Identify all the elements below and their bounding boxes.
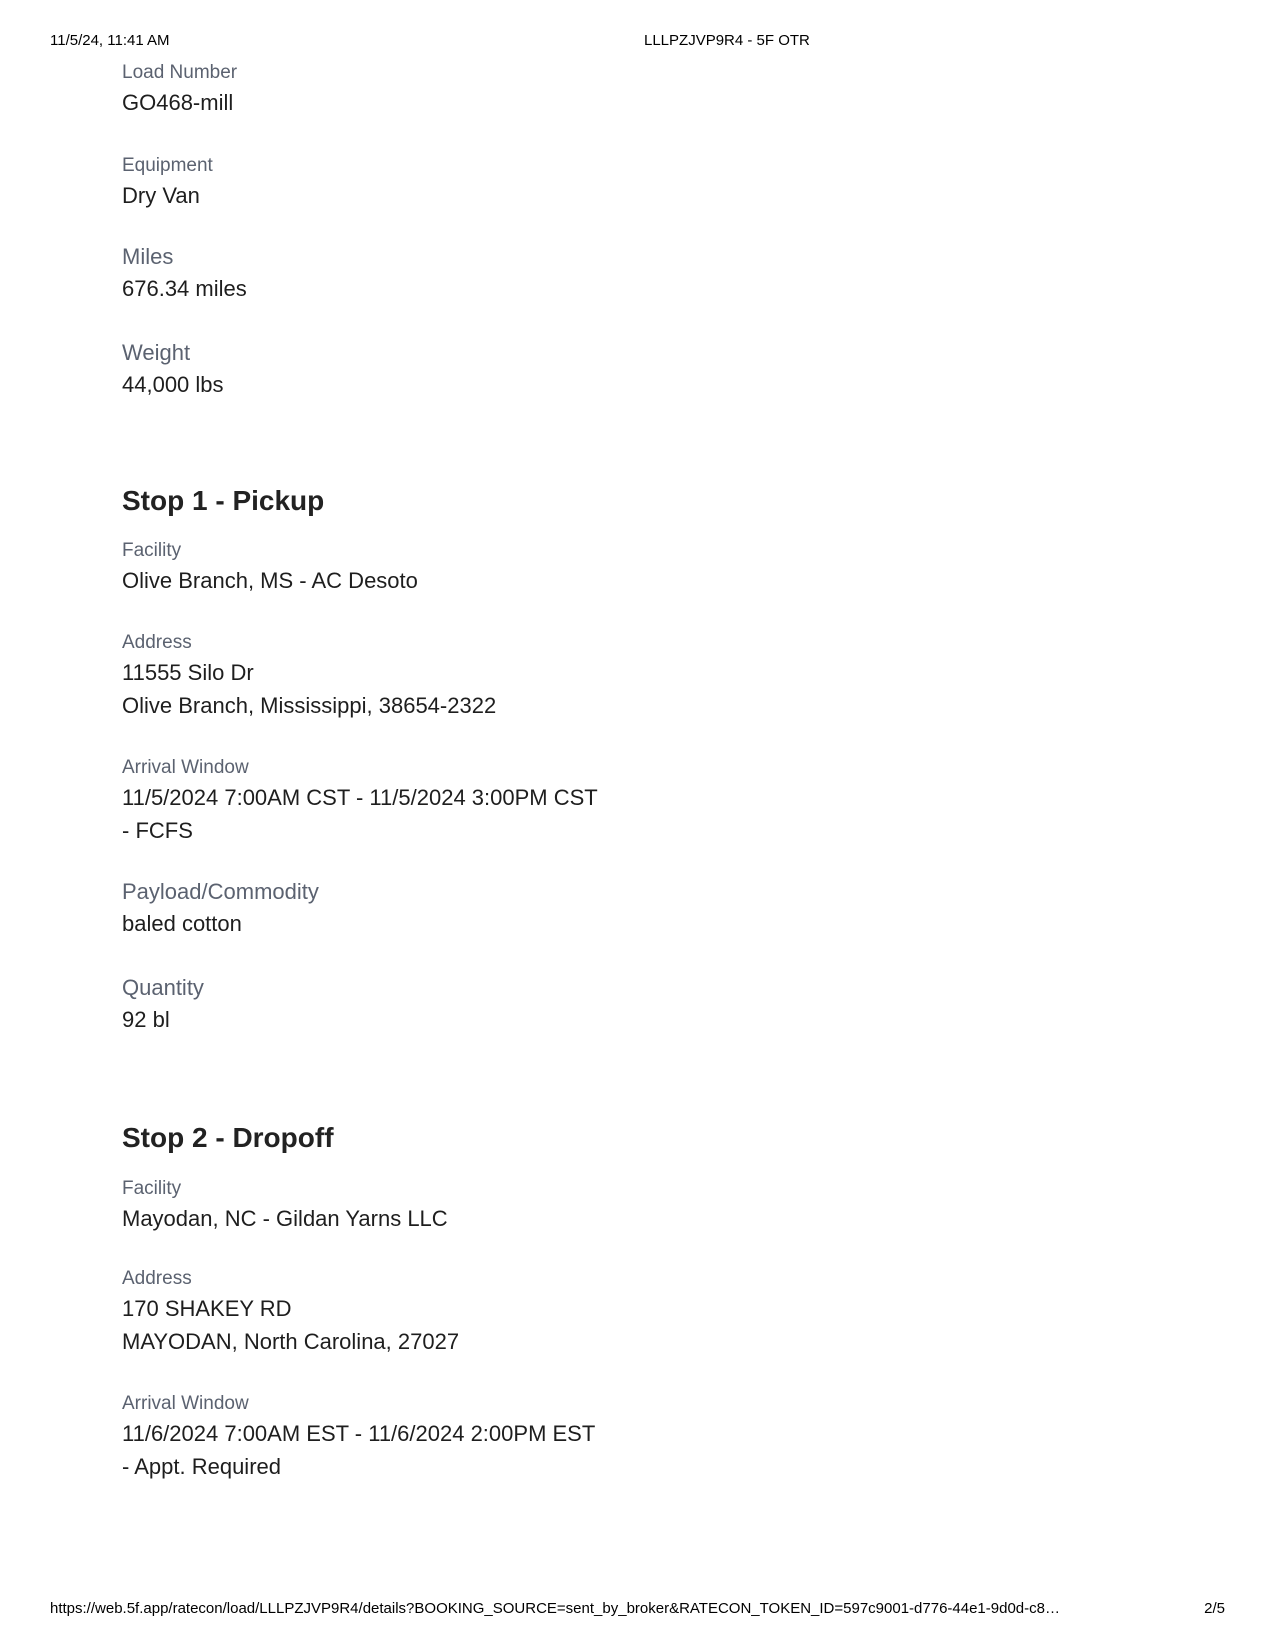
miles-label: Miles: [122, 244, 174, 269]
stop-1-quantity-label: Quantity: [122, 975, 204, 1000]
print-document-title: LLLPZJVP9R4 - 5F OTR: [644, 32, 810, 49]
equipment-value: Dry Van: [122, 183, 200, 208]
equipment-field: [122, 153, 922, 212]
stop-2-title: Stop 2 - Dropoff: [122, 1122, 334, 1153]
print-footer: [50, 1600, 1225, 1620]
print-datetime: 11/5/24, 11:41 AM: [50, 32, 170, 49]
miles-value: 676.34 miles: [122, 276, 247, 301]
equipment-label: Equipment: [122, 155, 213, 176]
stop-2-facility-label: Facility: [122, 1178, 182, 1199]
stop-1-facility-field: [122, 538, 922, 597]
stop-1-address-field: [122, 630, 922, 722]
load-number-field: [122, 60, 922, 119]
load-number-label: Load Number: [122, 62, 238, 83]
stop-2-arrival-window-line1: 11/6/2024 7:00AM EST - 11/6/2024 2:00PM EST: [122, 1421, 596, 1446]
stop-1-arrival-window-label: Arrival Window: [122, 757, 249, 778]
stop-1-quantity-value: 92 bl: [122, 1007, 170, 1032]
print-url: https://web.5f.app/ratecon/load/LLLPZJVP9R4/details?BOOKING_SOURCE=sent_by_broker&RATECON_TOKEN_ID=597c9001-d776-44e1-9d0d-c8…: [50, 1600, 1060, 1617]
stop-1-payload-value: baled cotton: [122, 911, 242, 936]
miles-field: [122, 242, 922, 305]
stop-1-address-line2: Olive Branch, Mississippi, 38654-2322: [122, 693, 497, 718]
load-details: [122, 60, 922, 1483]
weight-value: 44,000 lbs: [122, 372, 224, 397]
weight-label: Weight: [122, 340, 191, 365]
stop-2-facility-value: Mayodan, NC - Gildan Yarns LLC: [122, 1206, 448, 1231]
stop-2-arrival-window-line2: - Appt. Required: [122, 1454, 281, 1479]
stop-2-arrival-window-field: [122, 1391, 922, 1483]
stop-1-arrival-window-line1: 11/5/2024 7:00AM CST - 11/5/2024 3:00PM CST: [122, 785, 598, 810]
print-header: [50, 32, 1225, 52]
stop-1-quantity-field: [122, 973, 922, 1036]
load-number-value: GO468-mill: [122, 90, 234, 115]
stop-1-title: Stop 1 - Pickup: [122, 485, 325, 516]
stop-1-arrival-window-field: [122, 755, 922, 847]
stop-1-arrival-window-line2: - FCFS: [122, 818, 193, 843]
stop-2-address-label: Address: [122, 1268, 192, 1289]
stop-2-facility-field: [122, 1176, 922, 1235]
stop-1-address-label: Address: [122, 632, 192, 653]
stop-2-address-line2: MAYODAN, North Carolina, 27027: [122, 1329, 460, 1354]
stop-1-facility-value: Olive Branch, MS - AC Desoto: [122, 568, 418, 593]
stop-1-address-line1: 11555 Silo Dr: [122, 660, 254, 685]
stop-2-address-field: [122, 1266, 922, 1358]
page-number: 2/5: [1204, 1600, 1225, 1617]
stop-2-address-line1: 170 SHAKEY RD: [122, 1296, 292, 1321]
weight-field: [122, 338, 922, 401]
stop-2-arrival-window-label: Arrival Window: [122, 1393, 249, 1414]
stop-1-facility-label: Facility: [122, 540, 182, 561]
stop-1-payload-label: Payload/Commodity: [122, 879, 319, 904]
stop-1-payload-field: [122, 877, 922, 940]
